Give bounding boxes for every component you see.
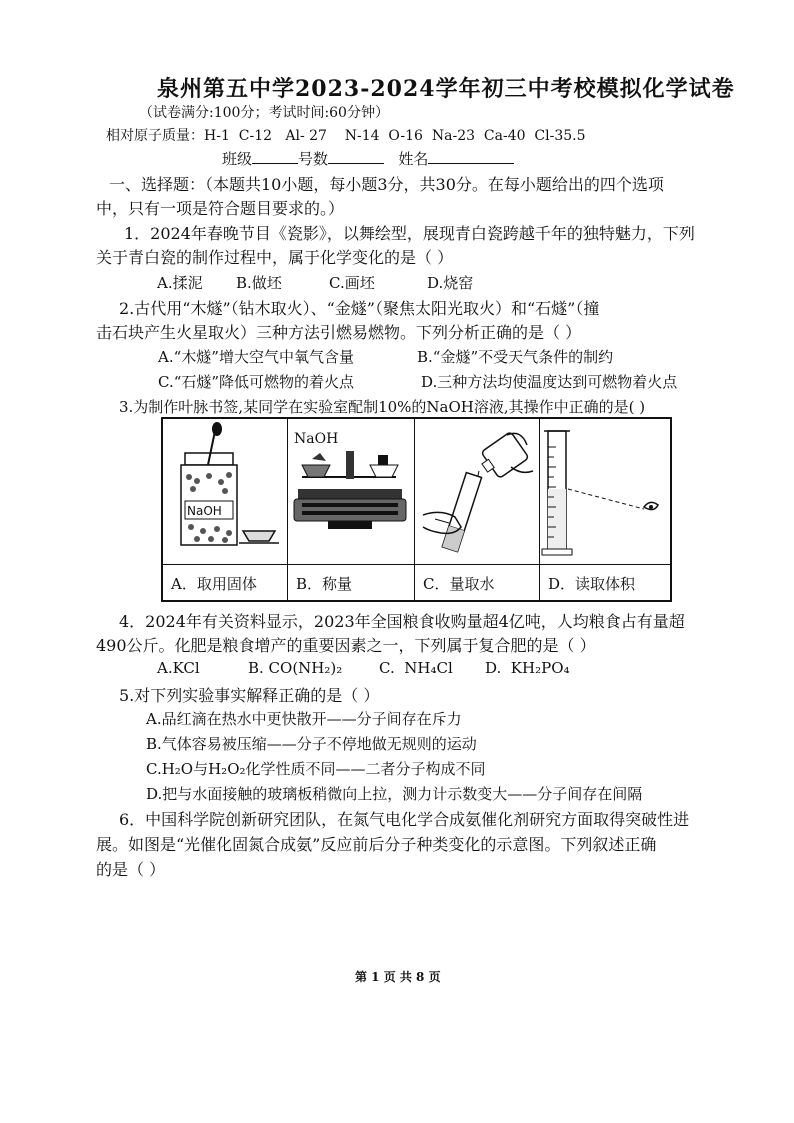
q3-caption-d: D．读取体积: [548, 575, 636, 593]
q1-option-c[interactable]: C.画坯: [329, 274, 375, 292]
q6-text-line1: 6．中国科学院创新研究团队，在氮气电化学合成氨催化剂研究方面取得突破性进: [119, 810, 690, 829]
q3-image-b: [288, 419, 414, 565]
q5-text-line1: 5.对下列实验事实解释正确的是（ ）: [119, 686, 380, 705]
q3-image-d: [540, 419, 670, 565]
section-heading-line2: 中，只有一项是符合题目要求的。）: [96, 199, 345, 218]
q6-text-line2: 展。如图是“光催化固氮合成氨”反应前后分子种类变化的示意图。下列叙述正确: [96, 835, 657, 854]
q3-cell-a[interactable]: [163, 419, 288, 600]
q3-cell-c[interactable]: [415, 419, 540, 600]
q3-caption-c: C．量取水: [423, 575, 495, 593]
q2-text-line1: 2.古代用“木燧”（钻木取火）、“金燧”（聚焦太阳光取火）和“石燧”（撞: [119, 299, 600, 318]
q4-option-b[interactable]: B. CO(NH₂)₂: [248, 659, 343, 677]
naoh-jar-label: NaOH: [187, 504, 222, 518]
atomic-mass: 相对原子质量：H-1 C-12 Al- 27 N-14 O-16 Na-23 Ca-40 Cl-35.5: [106, 128, 586, 144]
q3-image-c: [415, 419, 539, 565]
page-title: 泉州第五中学2023-2024学年初三中考校模拟化学试卷: [157, 76, 735, 102]
section-heading-line1: 一、选择题：（本题共10小题，每小题3分，共30分。在每小题给出的四个选项: [109, 175, 664, 194]
q2-option-a[interactable]: A.“木燧”增大空气中氧气含量: [158, 348, 354, 366]
q4-text-line1: 4．2024年有关资料显示，2023年全国粮食收购量超4亿吨，人均粮食占有量超: [119, 612, 685, 631]
number-field[interactable]: [328, 149, 384, 164]
q2-text-line2: 击石块产生火星取火）三种方法引燃易燃物。下列分析正确的是（ ）: [96, 323, 582, 342]
page-footer: 第 1 页 共 8 页: [355, 970, 441, 984]
q3-image-a: [163, 419, 287, 565]
q3-figure-table: [161, 417, 672, 602]
q3-cell-b[interactable]: [288, 419, 415, 600]
q4-option-c[interactable]: C. NH₄Cl: [379, 659, 453, 677]
number-label: 号数: [298, 150, 329, 168]
q6-text-line3: 的是（ ）: [96, 860, 166, 879]
q3-caption-a: A．取用固体: [171, 575, 257, 593]
q3-cell-d[interactable]: [540, 419, 670, 600]
class-field[interactable]: [252, 149, 298, 164]
q4-option-d[interactable]: D. KH₂PO₄: [485, 659, 570, 677]
naoh-balance-label: NaOH: [294, 431, 339, 447]
name-label: 姓名: [398, 150, 429, 168]
class-label: 班级: [222, 150, 253, 168]
q3-text-line1: 3.为制作叶脉书签,某同学在实验室配制10%的NaOH溶液,其操作中正确的是( ): [119, 398, 646, 416]
q1-text-line2: 关于青白瓷的制作过程中，属于化学变化的是（ ）: [96, 248, 454, 267]
name-field[interactable]: [428, 149, 514, 164]
q1-option-a[interactable]: A.揉泥: [157, 274, 203, 292]
exam-info: （试卷满分:100分；考试时间:60分钟）: [139, 105, 389, 121]
q1-option-b[interactable]: B.做坯: [236, 274, 282, 292]
q5-option-d[interactable]: D.把与水面接触的玻璃板稍微向上拉，测力计示数变大——分子间存在间隔: [146, 785, 643, 803]
q4-text-line2: 490公斤。化肥是粮食增产的重要因素之一，下列属于复合肥的是（ ）: [96, 636, 596, 655]
q1-option-d[interactable]: D.烧窑: [427, 274, 474, 292]
q5-option-a[interactable]: A.品红滴在热水中更快散开——分子间存在斥力: [146, 710, 462, 728]
q5-option-c[interactable]: C.H₂O与H₂O₂化学性质不同——二者分子构成不同: [146, 760, 486, 778]
q5-option-b[interactable]: B.气体容易被压缩——分子不停地做无规则的运动: [146, 735, 477, 753]
q2-option-b[interactable]: B.“金燧”不受天气条件的制约: [417, 348, 614, 366]
q4-option-a[interactable]: A.KCl: [157, 659, 200, 677]
q1-text-line1: 1．2024年春晚节目《瓷影》，以舞绘型，展现青白瓷跨越千年的独特魅力，下列: [124, 224, 695, 243]
q3-caption-b: B．称量: [296, 575, 353, 593]
q2-option-d[interactable]: D.三种方法均使温度达到可燃物着火点: [421, 373, 678, 391]
student-info: [222, 148, 514, 169]
q2-option-c[interactable]: C.“石燧”降低可燃物的着火点: [158, 373, 355, 391]
